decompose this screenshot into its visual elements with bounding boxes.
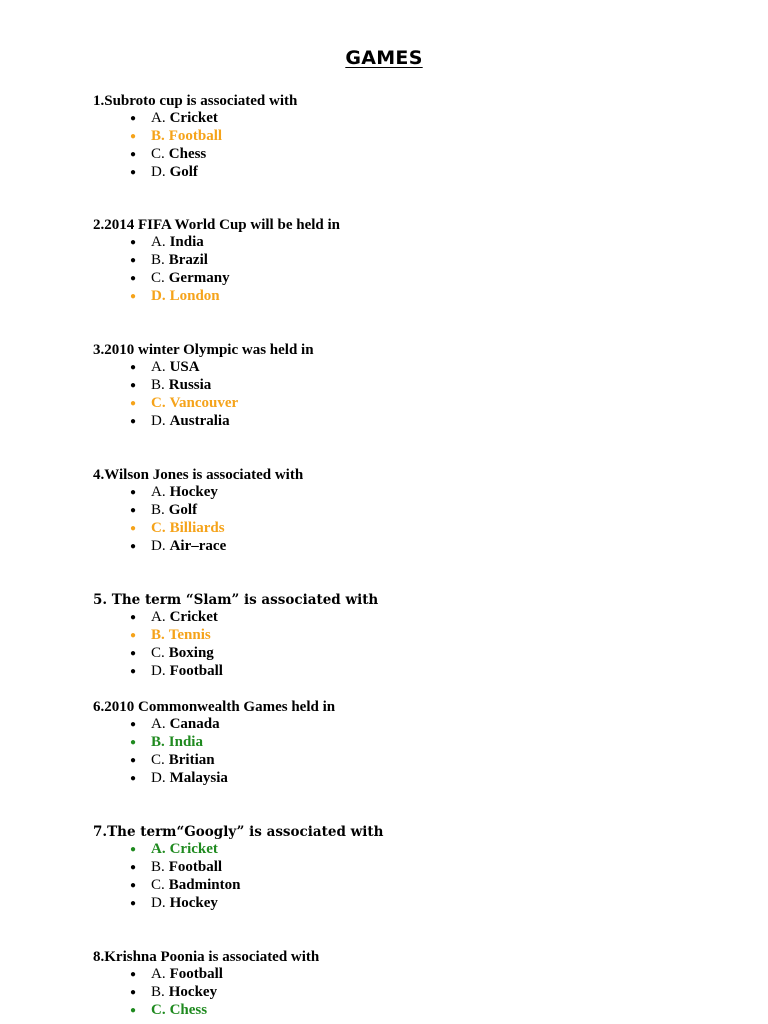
option-letter: A. [151,841,166,857]
bullet-icon: ● [130,166,137,178]
option-text: Australia [169,412,230,429]
option-list [93,966,733,1020]
option-item [93,752,733,770]
option-letter: C. [151,269,165,286]
option-letter: C. [151,1001,166,1018]
option-text: Canada [169,716,220,732]
bullet-icon: ● [130,237,137,248]
bullet-icon: ● [130,612,137,623]
option-item [93,359,733,377]
question-text: 1.Subroto cup is associated with [93,93,298,109]
question-block [93,92,733,182]
option-item [93,270,733,288]
option-list [93,716,733,788]
option-text: Hockey [169,484,218,500]
question-text: 7.The term“Googly” is associated with [93,824,384,840]
option-list [93,110,733,182]
bullet-icon: ● [130,272,137,284]
question-text: 3.2010 winter Olympic was held in [93,342,314,358]
option-item [93,128,733,146]
option-item [93,984,733,1002]
option-text: Badminton [168,876,241,893]
option-letter: A. [151,716,166,732]
option-item [93,663,733,681]
option-text: Cricket [169,609,218,625]
option-text: India [168,733,203,750]
option-letter: C. [151,751,165,768]
option-item [93,520,733,538]
option-item [93,538,733,556]
option-item [93,484,733,502]
bullet-icon: ● [130,647,137,659]
bullet-icon: ● [130,861,137,873]
option-text: Brazil [168,251,208,268]
option-letter: B. [151,501,165,518]
bullet-icon: ● [130,844,137,855]
bullet-icon: ● [130,522,137,534]
option-item [93,413,733,431]
option-letter: A. [151,966,166,982]
option-letter: A. [151,110,166,126]
bullet-icon: ● [130,113,137,124]
bullet-icon: ● [130,362,137,373]
option-text: Golf [168,501,198,518]
option-letter: B. [151,127,165,144]
option-text: Malaysia [169,769,228,786]
option-text: Football [168,127,223,144]
option-item [93,841,733,859]
option-letter: C. [151,644,165,661]
option-letter: B. [151,983,165,1000]
option-text: Boxing [168,644,214,661]
option-item [93,734,733,752]
question-text: 6.2010 Commonwealth Games held in [93,699,336,715]
option-letter: C. [151,519,166,536]
option-text: Tennis [168,626,211,643]
bullet-icon: ● [130,415,137,427]
bullet-icon: ● [130,629,137,641]
option-letter: D. [151,163,166,180]
option-text: Chess [168,145,207,162]
option-letter: A. [151,609,166,625]
question-block [93,591,733,681]
option-letter: B. [151,626,165,643]
option-text: Britian [168,751,215,768]
option-item [93,627,733,645]
question-block [93,341,733,431]
option-item [93,1002,733,1020]
option-item [93,770,733,788]
bullet-icon: ● [130,1004,137,1016]
option-item [93,110,733,128]
option-letter: A. [151,234,166,250]
bullet-icon: ● [130,969,137,980]
option-item [93,966,733,984]
bullet-icon: ● [130,540,137,552]
option-text: Football [169,966,223,982]
question-text: 4.Wilson Jones is associated with [93,467,304,483]
option-item [93,877,733,895]
option-text: Billiards [169,519,225,536]
bullet-icon: ● [130,754,137,766]
option-text: Golf [169,163,198,180]
option-letter: A. [151,484,166,500]
option-letter: D. [151,662,166,679]
option-item [93,288,733,306]
option-item [93,716,733,734]
option-item [93,164,733,182]
bullet-icon: ● [130,665,137,677]
option-text: Hockey [169,894,218,911]
option-list [93,609,733,681]
bullet-icon: ● [130,254,137,266]
option-letter: B. [151,858,165,875]
question-text: 2.2014 FIFA World Cup will be held in [93,217,340,233]
option-item [93,234,733,252]
option-item [93,252,733,270]
option-text: Hockey [168,983,218,1000]
bullet-icon: ● [130,130,137,142]
option-text: Football [168,858,223,875]
option-letter: A. [151,359,166,375]
option-text: London [169,287,220,304]
option-text: Air–race [169,537,227,554]
option-list [93,234,733,306]
option-text: Cricket [169,110,218,126]
option-item [93,377,733,395]
option-letter: D. [151,537,166,554]
option-list [93,359,733,431]
bullet-icon: ● [130,379,137,391]
option-list [93,484,733,556]
bullet-icon: ● [130,719,137,730]
option-text: India [169,234,204,250]
bullet-icon: ● [130,504,137,516]
option-text: Football [169,662,223,679]
page-title: GAMES [345,47,423,69]
bullet-icon: ● [130,736,137,748]
option-letter: B. [151,733,165,750]
option-text: Chess [169,1001,208,1018]
question-block [93,698,733,788]
option-item [93,146,733,164]
option-letter: B. [151,251,165,268]
option-letter: D. [151,894,166,911]
option-letter: D. [151,769,166,786]
question-block [93,466,733,556]
question-text: 8.Krishna Poonia is associated with [93,949,320,965]
option-item [93,645,733,663]
question-block [93,216,733,306]
bullet-icon: ● [130,290,137,302]
option-letter: C. [151,876,165,893]
option-item [93,502,733,520]
option-text: Cricket [169,841,218,857]
bullet-icon: ● [130,879,137,891]
option-item [93,895,733,913]
bullet-icon: ● [130,772,137,784]
option-letter: D. [151,412,166,429]
option-item [93,395,733,413]
option-list [93,841,733,913]
option-letter: D. [151,287,166,304]
bullet-icon: ● [130,897,137,909]
option-item [93,609,733,627]
question-block [93,948,733,1020]
bullet-icon: ● [130,487,137,498]
option-letter: C. [151,394,166,411]
option-text: Russia [168,376,212,393]
option-text: USA [169,359,200,375]
bullet-icon: ● [130,986,137,998]
option-letter: B. [151,376,165,393]
option-item [93,859,733,877]
option-text: Germany [168,269,230,286]
question-text: 5. The term “Slam” is associated with [93,592,379,608]
bullet-icon: ● [130,397,137,409]
option-letter: C. [151,145,165,162]
bullet-icon: ● [130,148,137,160]
option-text: Vancouver [169,394,239,411]
question-block [93,823,733,913]
